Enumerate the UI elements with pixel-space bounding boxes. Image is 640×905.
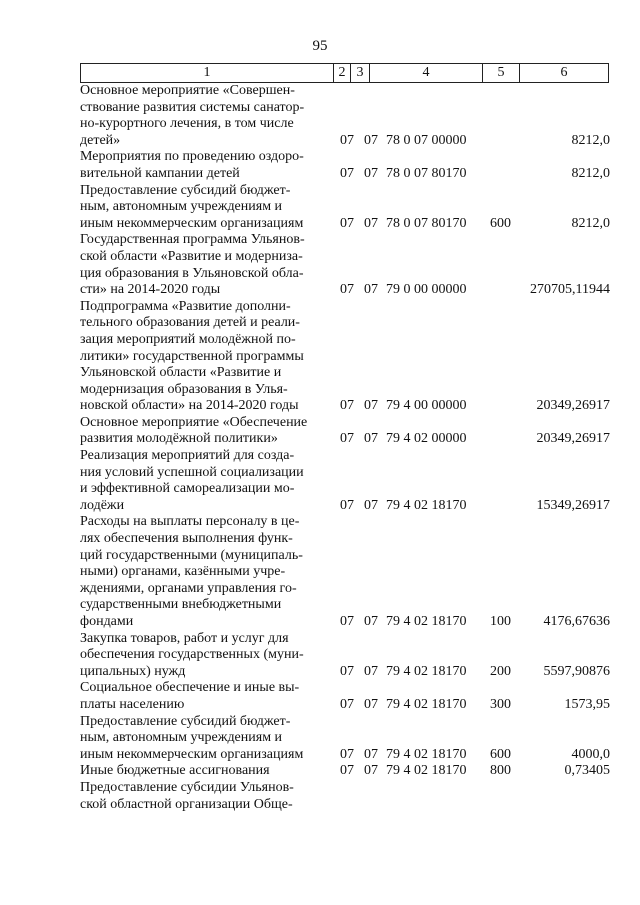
table-row	[80, 299, 610, 415]
column-header-5: 5	[483, 64, 520, 83]
row-section: 07	[340, 398, 354, 414]
row-target-code: 78 0 07 80170	[386, 215, 467, 231]
table-row	[80, 83, 610, 149]
row-section: 07	[340, 663, 354, 679]
row-section: 07	[340, 614, 354, 629]
table-row	[80, 232, 610, 298]
row-name: Предоставление субсидии Ульянов- ской областной организации Обще-	[80, 779, 294, 812]
row-target-code: 79 0 00 00000	[386, 282, 467, 298]
row-name: Предоставление субсидий бюджет- ным, автономным учреждениям и иным некоммерческим организациям	[80, 182, 304, 231]
row-subsection: 07	[364, 398, 378, 414]
row-subsection: 07	[364, 431, 378, 447]
row-subsection: 07	[364, 132, 378, 148]
table-row	[80, 631, 610, 681]
row-amount: 270705,11944	[530, 282, 610, 298]
row-amount: 1573,95	[564, 696, 610, 712]
row-name: Реализация мероприятий для созда- ния условий успешной социализации и эффективной самореализации мо- лодёжи	[80, 448, 304, 513]
row-section: 07	[340, 215, 354, 231]
row-subsection: 07	[364, 663, 378, 679]
row-name: Подпрограмма «Развитие дополни- тельного образования детей и реали- зация мероприятий молодёжной по- литики» государственной программы Ульяновской области «Развитие и модернизация образования в Улья- новской области» на 2014-2020 годы	[80, 298, 304, 414]
row-amount: 4000,0	[571, 746, 610, 762]
row-target-code: 78 0 07 00000	[386, 132, 467, 148]
row-section: 07	[340, 746, 354, 762]
row-section: 07	[340, 165, 354, 181]
budget-table-body	[80, 83, 610, 813]
row-section: 07	[340, 497, 354, 513]
row-target-code: 79 4 02 18170	[386, 663, 467, 679]
row-section: 07	[340, 282, 354, 298]
row-expense-type: 100	[490, 614, 511, 629]
table-row	[80, 448, 610, 514]
row-subsection: 07	[364, 763, 378, 779]
row-name: Мероприятия по проведению оздоро- вительной кампании детей	[80, 149, 304, 181]
row-subsection: 07	[364, 497, 378, 513]
row-amount: 20349,26917	[536, 398, 610, 414]
table-row	[80, 415, 610, 448]
row-name: Государственная программа Ульянов- ской области «Развитие и модерниза- ция образования в Ульяновской обла- сти» на 2014-2020 годы	[80, 232, 305, 298]
row-name: Расходы на выплаты персоналу в це- лях обеспечения выполнения функ- ций государственными (муниципаль- ными) органами, казёнными учре- ждениями, органами управления го- сударственными внебюджетными фондами	[80, 514, 303, 629]
row-amount: 8212,0	[571, 165, 610, 181]
page-number: 95	[312, 38, 328, 54]
column-header-3: 3	[351, 64, 370, 83]
row-target-code: 79 4 02 18170	[386, 696, 467, 712]
row-section: 07	[340, 763, 354, 779]
row-amount: 4176,67636	[543, 614, 610, 629]
row-section: 07	[340, 696, 354, 712]
table-row	[80, 149, 610, 182]
table-row	[80, 514, 610, 630]
row-expense-type: 200	[490, 663, 511, 679]
table-row	[80, 680, 610, 713]
column-header-6: 6	[520, 64, 609, 83]
row-name: Иные бюджетные ассигнования	[80, 763, 270, 779]
row-expense-type: 600	[490, 215, 511, 231]
row-subsection: 07	[364, 696, 378, 712]
row-name: Основное мероприятие «Обеспечение развития молодёжной политики»	[80, 414, 308, 447]
row-name: Основное мероприятие «Совершен- ствование развития системы санатор- но-курортного лечения, в том числе детей»	[80, 83, 305, 148]
row-subsection: 07	[364, 215, 378, 231]
row-target-code: 79 4 02 18170	[386, 763, 467, 779]
table-row	[80, 780, 610, 813]
row-amount: 8212,0	[571, 215, 610, 231]
row-target-code: 79 4 02 18170	[386, 497, 467, 513]
row-target-code: 78 0 07 80170	[386, 165, 467, 181]
row-amount: 20349,26917	[536, 431, 610, 447]
row-subsection: 07	[364, 614, 378, 629]
row-target-code: 79 4 02 18170	[386, 614, 467, 629]
row-target-code: 79 4 02 18170	[386, 746, 467, 762]
row-section: 07	[340, 431, 354, 447]
row-target-code: 79 4 02 00000	[386, 431, 467, 447]
row-name: Предоставление субсидий бюджет- ным, автономным учреждениям и иным некоммерческим организациям	[80, 713, 304, 762]
row-name: Социальное обеспечение и иные вы- платы населению	[80, 680, 300, 712]
column-header-2: 2	[334, 64, 351, 83]
row-amount: 15349,26917	[536, 497, 610, 513]
row-subsection: 07	[364, 165, 378, 181]
row-amount: 5597,90876	[543, 663, 610, 679]
row-amount: 8212,0	[571, 132, 610, 148]
row-subsection: 07	[364, 746, 378, 762]
row-name: Закупка товаров, работ и услуг для обеспечения государственных (муни- ципальных) нужд	[80, 630, 304, 679]
column-header-1: 1	[81, 64, 334, 83]
table-row	[80, 183, 610, 233]
row-expense-type: 800	[490, 763, 511, 779]
row-subsection: 07	[364, 282, 378, 298]
column-header-table	[80, 63, 609, 83]
row-section: 07	[340, 132, 354, 148]
row-expense-type: 600	[490, 746, 511, 762]
column-header-4: 4	[370, 64, 483, 83]
table-row	[80, 763, 610, 780]
row-amount: 0,73405	[564, 763, 610, 779]
table-row	[80, 714, 610, 764]
row-target-code: 79 4 00 00000	[386, 398, 467, 414]
row-expense-type: 300	[490, 696, 511, 712]
